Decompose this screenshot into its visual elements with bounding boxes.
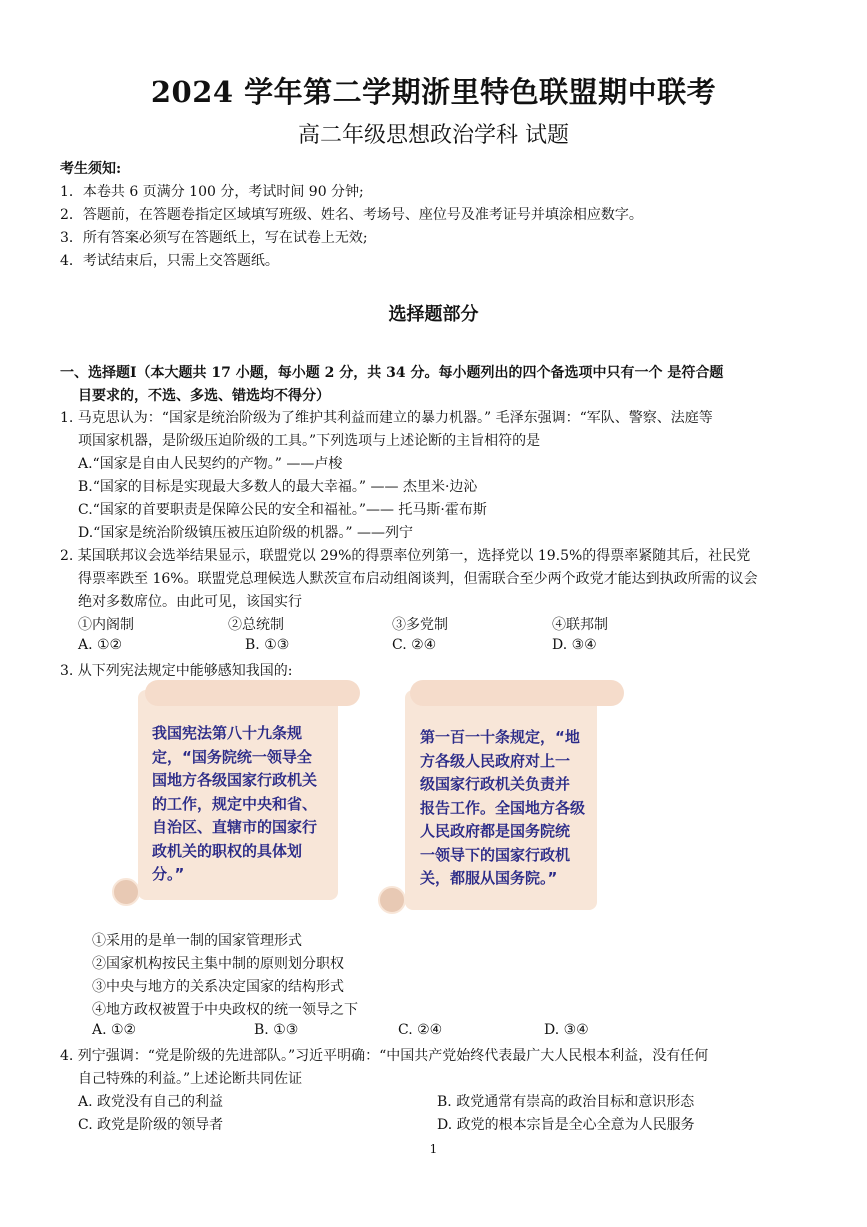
scroll-left-line: 的工作，规定中央和省、 (152, 794, 318, 813)
q1-option-a: A.“国家是自由人民契约的产物。” ——卢梭 (78, 456, 343, 472)
q2-option-c: C. ②④ (392, 637, 437, 653)
q1-stem-cont: 项国家机器，是阶级压迫阶级的工具。”下列选项与上述论断的主旨相符的是 (78, 433, 541, 449)
q3-option-d: D. ③④ (544, 1022, 589, 1038)
scroll-left-line: 自治区、直辖市的国家行 (152, 818, 318, 836)
q3-item: ①采用的是单一制的国家管理形式 (92, 933, 302, 949)
q3-item: ④地方政权被置于中央政权的统一领导之下 (92, 1002, 358, 1018)
q2-item: ①内阁制 (78, 617, 134, 633)
scroll-right-line: 级国家行政机关负责并 (420, 775, 571, 793)
q1-stem: 1. 马克思认为：“国家是统治阶级为了维护其利益而建立的暴力机器。” 毛泽东强调：“军队、警察、法庭等 (60, 410, 713, 426)
scroll-left-line: 定，“国务院统一领导全 (152, 747, 312, 766)
scroll-right-line: 人民政府都是国务院统 (420, 822, 571, 840)
q2-option-b: B. ①③ (245, 637, 290, 653)
q2-stem: 2. 某国联邦议会选举结果显示，联盟党以 29%的得票率位列第一，选择党以 19.5%的得票率紧随其后，社民党 (60, 548, 751, 564)
scroll-left-line: 我国宪法第八十九条规 (152, 724, 303, 742)
q1-option-b: B.“国家的目标是实现最大多数人的最大幸福。” —— 杰里米·边沁 (78, 479, 478, 495)
q3-stem: 3. 从下列宪法规定中能够感知我国的: (60, 663, 293, 679)
q3-item: ③中央与地方的关系决定国家的结构形式 (92, 979, 344, 995)
q3-item: ②国家机构按民主集中制的原则划分职权 (92, 956, 344, 972)
exam-subtitle: 高二年级思想政治学科 试题 (298, 123, 569, 148)
q2-stem-cont: 绝对多数席位。由此可见，该国实行 (78, 594, 302, 610)
page-number: 1 (429, 1142, 438, 1156)
exam-title: 2024 学年第二学期浙里特色联盟期中联考 (150, 75, 717, 109)
q2-item: ③多党制 (392, 617, 448, 633)
q2-item: ②总统制 (228, 617, 284, 633)
scroll-right-line: 一领导下的国家行政机 (420, 845, 571, 864)
q2-stem-cont: 得票率跌至 16%。联盟党总理候选人默茨宣布启动组阁谈判，但需联合至少两个政党才能达到执政所需的议会 (78, 571, 758, 587)
notice-item: 2．答题前，在答题卷指定区域填写班级、姓名、考场号、座位号及准考证号并填涂相应数字。 (60, 207, 643, 223)
scroll-right-line: 方各级人民政府对上一 (420, 751, 571, 770)
q4-stem: 4. 列宁强调：“党是阶级的先进部队。”习近平明确：“中国共产党始终代表最广大人民根本利益，没有任何 (60, 1048, 709, 1064)
q3-option-b: B. ①③ (254, 1022, 299, 1038)
notice-item: 4．考试结束后，只需上交答题纸。 (60, 253, 279, 269)
scroll-left-line: 政机关的职权的具体划 (152, 841, 303, 860)
scroll-right-line: 第一百一十条规定，“地 (420, 728, 580, 746)
scroll-right-line: 关，都服从国务院。” (420, 869, 558, 887)
q4-option-b: B. 政党通常有崇高的政治目标和意识形态 (437, 1094, 695, 1110)
scroll-left-line: 分。” (152, 865, 185, 883)
scroll-left-line: 国地方各级国家行政机关 (152, 771, 318, 789)
notice-item: 1．本卷共 6 页满分 100 分，考试时间 90 分钟; (60, 184, 364, 200)
q1-option-d: D.“国家是统治阶级镇压被压迫阶级的机器。” ——列宁 (78, 525, 413, 541)
q1-option-c: C.“国家的首要职责是保障公民的安全和福祉。”—— 托马斯·霍布斯 (78, 502, 487, 518)
q2-option-a: A. ①② (78, 637, 123, 653)
notice-heading: 考生须知: (60, 161, 122, 177)
q4-option-a: A. 政党没有自己的利益 (78, 1094, 224, 1110)
q4-stem-cont: 自己特殊的利益。”上述论断共同佐证 (78, 1071, 303, 1087)
q4-option-c: C. 政党是阶级的领导者 (78, 1117, 224, 1133)
scroll-right-line: 报告工作。全国地方各级 (420, 798, 586, 817)
part-heading: 一、选择题Ⅰ（本大题共 17 小题，每小题 2 分，共 34 分。每小题列出的四个备选项中只有一个 是符合题 (60, 365, 724, 381)
part-heading-cont: 目要求的，不选、多选、错选均不得分） (78, 388, 330, 404)
section-title: 选择题部分 (388, 304, 479, 325)
q2-item: ④联邦制 (552, 617, 608, 633)
q2-option-d: D. ③④ (552, 637, 597, 653)
q4-option-d: D. 政党的根本宗旨是全心全意为人民服务 (437, 1117, 695, 1133)
notice-item: 3．所有答案必须写在答题纸上，写在试卷上无效; (60, 230, 368, 246)
q3-option-a: A. ①② (92, 1022, 137, 1038)
q3-option-c: C. ②④ (398, 1022, 443, 1038)
